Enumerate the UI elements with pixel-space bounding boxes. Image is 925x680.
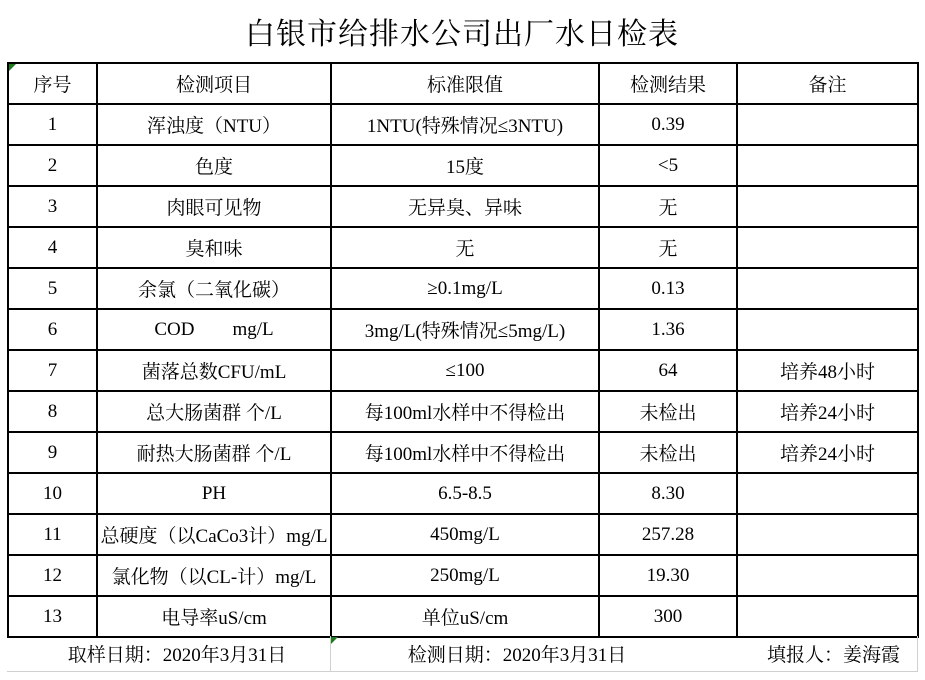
header-label: 序号 — [33, 75, 72, 96]
header-cell-limit[interactable] — [331, 63, 599, 104]
page-title: 白银市给排水公司出厂水日检表 — [245, 18, 679, 51]
table-cell-remark[interactable] — [737, 145, 918, 186]
table-cell-result[interactable]: 无 — [599, 227, 737, 268]
table-cell-remark[interactable] — [737, 104, 918, 145]
table-row — [8, 432, 918, 473]
table-row — [8, 596, 918, 637]
header-label: 检测结果 — [629, 75, 706, 96]
table-cell-remark[interactable] — [737, 309, 918, 350]
header-cell-remark[interactable] — [737, 63, 918, 104]
table-cell-remark[interactable] — [737, 268, 918, 309]
header-cell-result[interactable] — [599, 63, 737, 104]
table-cell-index[interactable]: 8 — [8, 391, 97, 432]
table-row — [8, 145, 918, 186]
table-cell-index[interactable]: 5 — [8, 268, 97, 309]
table-cell-result[interactable]: 0.13 — [599, 268, 737, 309]
table-cell-remark[interactable] — [737, 473, 918, 514]
table-cell-index[interactable]: 2 — [8, 145, 97, 186]
table-cell-item[interactable]: 臭和味 — [97, 227, 331, 268]
table-row — [8, 104, 918, 145]
table-cell-remark[interactable] — [737, 227, 918, 268]
table-cell-index[interactable]: 4 — [8, 227, 97, 268]
table-cell-item[interactable]: 色度 — [97, 145, 331, 186]
table-cell-result[interactable]: 8.30 — [599, 473, 737, 514]
table-row — [8, 186, 918, 227]
table-row — [8, 391, 918, 432]
table-cell-remark[interactable]: 培养24小时 — [737, 391, 918, 432]
table-cell-result[interactable]: 0.39 — [599, 104, 737, 145]
table-cell-index[interactable]: 12 — [8, 555, 97, 596]
table-cell-remark[interactable] — [737, 186, 918, 227]
table-cell-limit[interactable]: 无 — [331, 227, 599, 268]
table-cell-index[interactable]: 13 — [8, 596, 97, 637]
table-header-row — [8, 63, 918, 104]
table-cell-result[interactable]: 未检出 — [599, 432, 737, 473]
table-cell-item[interactable]: PH — [97, 473, 331, 514]
table-cell-result[interactable]: 300 — [599, 596, 737, 637]
table-row — [8, 268, 918, 309]
table-cell-result[interactable]: 64 — [599, 350, 737, 391]
inspection-table — [7, 62, 919, 638]
table-cell-result[interactable]: 257.28 — [599, 514, 737, 555]
table-cell-remark[interactable] — [737, 514, 918, 555]
table-cell-item[interactable]: 总硬度（以CaCo3计）mg/L — [97, 514, 331, 555]
table-row — [8, 309, 918, 350]
table-cell-limit[interactable]: 3mg/L(特殊情况≤5mg/L) — [331, 309, 599, 350]
cell-flag-icon — [9, 64, 16, 71]
table-cell-index[interactable]: 6 — [8, 309, 97, 350]
table-cell-limit[interactable]: 每100ml水样中不得检出 — [331, 391, 599, 432]
table-cell-index[interactable]: 11 — [8, 514, 97, 555]
table-cell-item[interactable]: 浑浊度（NTU） — [97, 104, 331, 145]
header-label: 检测项目 — [175, 75, 252, 96]
table-cell-result[interactable]: <5 — [599, 145, 737, 186]
table-cell-remark[interactable]: 培养48小时 — [737, 350, 918, 391]
table-cell-item[interactable]: COD mg/L — [97, 309, 331, 350]
table-row — [8, 227, 918, 268]
table-cell-limit[interactable]: 15度 — [331, 145, 599, 186]
header-label: 备注 — [808, 75, 847, 96]
table-row — [8, 350, 918, 391]
table-cell-item[interactable]: 菌落总数CFU/mL — [97, 350, 331, 391]
table-cell-limit[interactable]: 单位uS/cm — [331, 596, 599, 637]
footer-row — [7, 636, 918, 672]
header-label: 标准限值 — [426, 75, 503, 96]
table-cell-result[interactable]: 未检出 — [599, 391, 737, 432]
table-row — [8, 473, 918, 514]
table-cell-index[interactable]: 3 — [8, 186, 97, 227]
table-cell-limit[interactable]: ≤100 — [331, 350, 599, 391]
table-cell-index[interactable]: 10 — [8, 473, 97, 514]
table-cell-remark[interactable] — [737, 555, 918, 596]
table-cell-limit[interactable]: 450mg/L — [331, 514, 599, 555]
sampling-date[interactable]: 取样日期：2020年3月31日 — [67, 645, 287, 666]
table-cell-limit[interactable]: ≥0.1mg/L — [331, 268, 599, 309]
table-cell-item[interactable]: 氯化物（以CL-计）mg/L — [97, 555, 331, 596]
table-cell-index[interactable]: 1 — [8, 104, 97, 145]
table-cell-item[interactable]: 余氯（二氧化碳） — [97, 268, 331, 309]
table-cell-item[interactable]: 总大肠菌群 个/L — [97, 391, 331, 432]
table-cell-limit[interactable]: 无异臭、异味 — [331, 186, 599, 227]
table-cell-remark[interactable]: 培养24小时 — [737, 432, 918, 473]
header-cell-item[interactable] — [97, 63, 331, 104]
table-row — [8, 555, 918, 596]
table-cell-index[interactable]: 7 — [8, 350, 97, 391]
table-cell-result[interactable]: 无 — [599, 186, 737, 227]
table-cell-result[interactable]: 1.36 — [599, 309, 737, 350]
table-row — [8, 514, 918, 555]
table-cell-limit[interactable]: 250mg/L — [331, 555, 599, 596]
table-cell-result[interactable]: 19.30 — [599, 555, 737, 596]
test-date[interactable]: 检测日期：2020年3月31日 — [407, 645, 627, 666]
table-cell-item[interactable]: 耐热大肠菌群 个/L — [97, 432, 331, 473]
table-cell-index[interactable]: 9 — [8, 432, 97, 473]
table-cell-limit[interactable]: 1NTU(特殊情况≤3NTU) — [331, 104, 599, 145]
table-cell-item[interactable]: 电导率uS/cm — [97, 596, 331, 637]
table-cell-limit[interactable]: 6.5-8.5 — [331, 473, 599, 514]
table-cell-limit[interactable]: 每100ml水样中不得检出 — [331, 432, 599, 473]
table-cell-item[interactable]: 肉眼可见物 — [97, 186, 331, 227]
header-cell-index[interactable] — [8, 63, 97, 104]
reporter[interactable]: 填报人：姜海霞 — [766, 645, 900, 666]
table-cell-remark[interactable] — [737, 596, 918, 637]
